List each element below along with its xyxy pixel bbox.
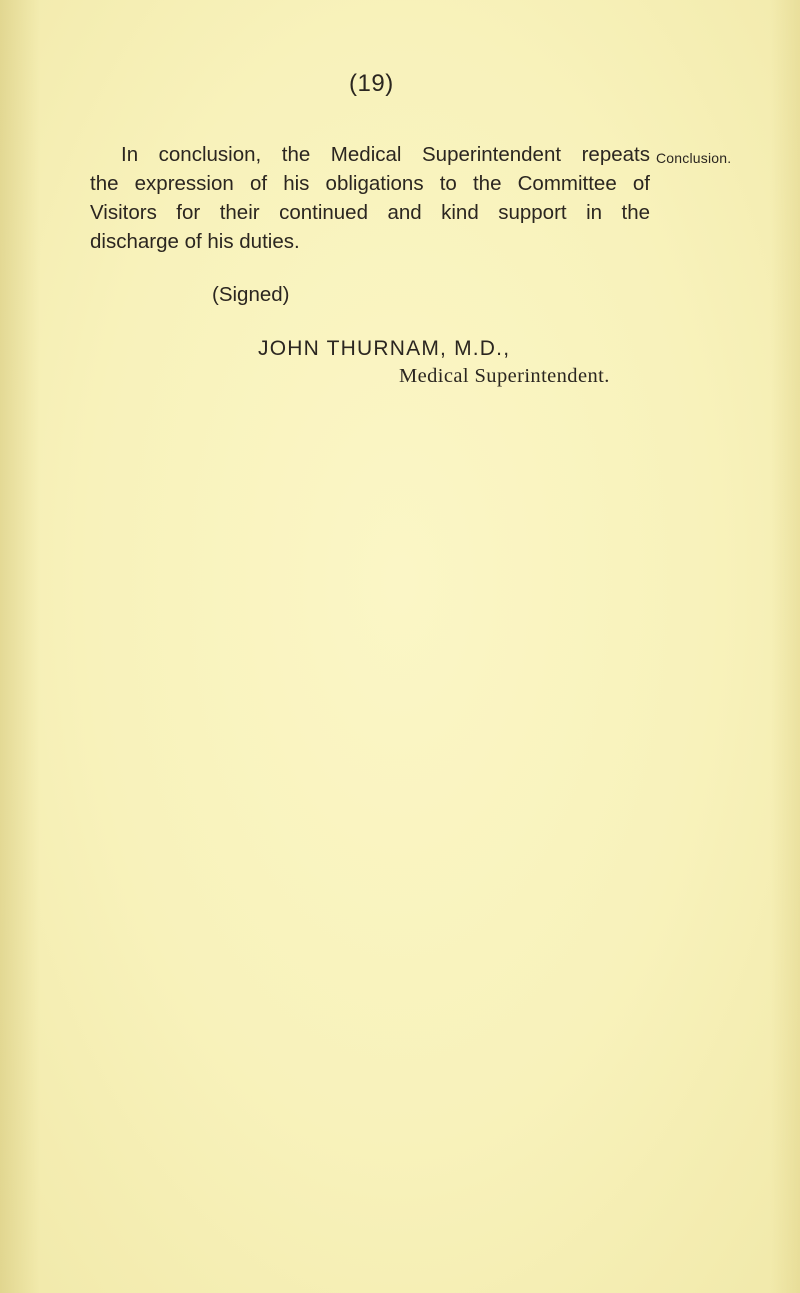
signatory-name: JOHN THURNAM, M.D., (258, 337, 511, 360)
paragraph-line: the expression of his obligations to the Committee of (90, 172, 650, 195)
paragraph-line: In conclusion, the Medical Superintendent repeats (121, 143, 650, 166)
paragraph-line: Visitors for their continued and kind support in the (90, 201, 650, 224)
signed-label: (Signed) (212, 283, 290, 306)
margin-note: Conclusion. (656, 150, 732, 166)
signatory-title: Medical Superintendent. (399, 365, 610, 387)
paragraph-line: discharge of his duties. (90, 230, 300, 253)
conclusion-paragraph (90, 140, 650, 256)
page-number: (19) (349, 70, 394, 97)
